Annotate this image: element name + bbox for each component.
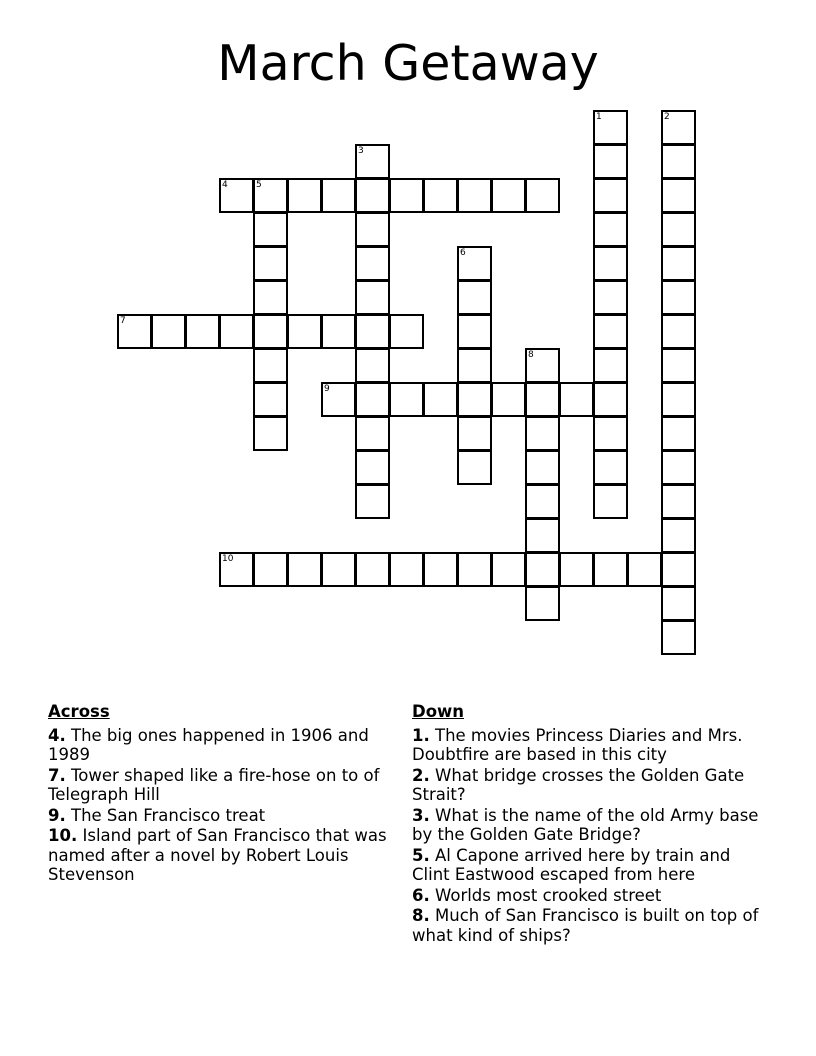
grid-cell[interactable]: [593, 246, 628, 281]
grid-cell[interactable]: [525, 484, 560, 519]
grid-cell[interactable]: [355, 416, 390, 451]
grid-cell[interactable]: [253, 280, 288, 315]
clue-number: 2.: [412, 765, 430, 785]
grid-cell[interactable]: [253, 314, 288, 349]
cell-number: 5: [256, 180, 262, 190]
grid-cell[interactable]: [593, 552, 628, 587]
clue-across-9: [48, 806, 388, 826]
clue-text: The big ones happened in 1906 and 1989: [48, 725, 369, 764]
puzzle-title: March Getaway: [217, 35, 599, 92]
grid-cell[interactable]: [593, 314, 628, 349]
grid-cell[interactable]: [525, 416, 560, 451]
grid-cell[interactable]: [661, 450, 696, 485]
clue-text: Much of San Francisco is built on top of what kind of ships?: [412, 906, 759, 945]
grid-cell[interactable]: [457, 178, 492, 213]
grid-cell[interactable]: [593, 178, 628, 213]
grid-cell[interactable]: [355, 382, 390, 417]
grid-cell[interactable]: [661, 280, 696, 315]
grid-cell[interactable]: [423, 178, 458, 213]
grid-cell[interactable]: [457, 246, 492, 281]
down-heading: Down: [412, 702, 465, 721]
grid-cell[interactable]: [355, 280, 390, 315]
grid-cell[interactable]: [355, 450, 390, 485]
grid-cell[interactable]: [423, 382, 458, 417]
grid-cell[interactable]: [593, 110, 628, 145]
grid-cell[interactable]: [525, 586, 560, 621]
clue-down-8: [412, 906, 772, 945]
grid-cell[interactable]: [389, 178, 424, 213]
grid-cell[interactable]: [661, 348, 696, 383]
grid-cell[interactable]: [117, 314, 152, 349]
grid-cell[interactable]: [559, 382, 594, 417]
cell-number: 2: [664, 112, 670, 122]
clue-text: What bridge crosses the Golden Gate Strait?: [412, 765, 745, 804]
cell-number: 9: [324, 384, 330, 394]
grid-cell[interactable]: [355, 484, 390, 519]
grid-cell[interactable]: [661, 552, 696, 587]
grid-cell[interactable]: [593, 212, 628, 247]
grid-cell[interactable]: [593, 382, 628, 417]
grid-cell[interactable]: [151, 314, 186, 349]
clue-down-5: [412, 846, 772, 885]
grid-cell[interactable]: [355, 348, 390, 383]
clue-text: What is the name of the old Army base by the Golden Gate Bridge?: [412, 805, 759, 844]
grid-cell[interactable]: [661, 518, 696, 553]
grid-cell[interactable]: [287, 178, 322, 213]
cell-number: 6: [460, 248, 466, 258]
grid-cell[interactable]: [355, 552, 390, 587]
cell-number: 10: [222, 554, 234, 564]
grid-cell[interactable]: [287, 552, 322, 587]
grid-cell[interactable]: [457, 348, 492, 383]
grid-cell[interactable]: [661, 620, 696, 655]
grid-cell[interactable]: [389, 552, 424, 587]
grid-cell[interactable]: [321, 178, 356, 213]
cell-number: 1: [596, 112, 602, 122]
clue-text: The movies Princess Diaries and Mrs. Doubtfire are based in this city: [412, 725, 743, 764]
grid-cell[interactable]: [491, 382, 526, 417]
cell-number: 8: [528, 350, 534, 360]
grid-cell[interactable]: [185, 314, 220, 349]
grid-cell[interactable]: [627, 552, 662, 587]
grid-cell[interactable]: [593, 416, 628, 451]
grid-cell[interactable]: [253, 212, 288, 247]
clue-text: Al Capone arrived here by train and Clint Eastwood escaped from here: [412, 845, 731, 884]
clue-text: The San Francisco treat: [71, 805, 266, 825]
clue-text: Worlds most crooked street: [435, 885, 662, 905]
grid-cell[interactable]: [661, 144, 696, 179]
grid-cell[interactable]: [219, 314, 254, 349]
clue-across-7: [48, 766, 388, 805]
grid-cell[interactable]: [457, 382, 492, 417]
grid-cell[interactable]: [525, 382, 560, 417]
grid-cell[interactable]: [593, 484, 628, 519]
grid-cell[interactable]: [525, 552, 560, 587]
grid-cell[interactable]: [661, 586, 696, 621]
clue-across-10: [48, 826, 388, 885]
grid-cell[interactable]: [661, 212, 696, 247]
grid-cell[interactable]: [525, 178, 560, 213]
grid-cell[interactable]: [219, 178, 254, 213]
grid-cell[interactable]: [423, 552, 458, 587]
across-clues: [48, 702, 388, 886]
grid-cell[interactable]: [457, 280, 492, 315]
across-heading: Across: [48, 702, 110, 721]
grid-cell[interactable]: [457, 314, 492, 349]
grid-cell[interactable]: [321, 382, 356, 417]
grid-cell[interactable]: [457, 552, 492, 587]
grid-cell[interactable]: [661, 110, 696, 145]
clue-number: 5.: [412, 845, 430, 865]
grid-cell[interactable]: [355, 144, 390, 179]
grid-cell[interactable]: [661, 314, 696, 349]
clue-down-2: [412, 766, 772, 805]
grid-cell[interactable]: [253, 552, 288, 587]
clue-number: 4.: [48, 725, 66, 745]
cell-number: 4: [222, 180, 228, 190]
grid-cell[interactable]: [593, 280, 628, 315]
grid-cell[interactable]: [321, 552, 356, 587]
clue-number: 9.: [48, 805, 66, 825]
clue-number: 10.: [48, 826, 78, 845]
grid-cell[interactable]: [593, 348, 628, 383]
grid-cell[interactable]: [253, 178, 288, 213]
grid-cell[interactable]: [661, 246, 696, 281]
grid-cell[interactable]: [253, 382, 288, 417]
grid-cell[interactable]: [389, 382, 424, 417]
down-clues: [412, 702, 772, 946]
grid-cell[interactable]: [661, 484, 696, 519]
cell-number: 3: [358, 146, 364, 156]
grid-cell[interactable]: [491, 178, 526, 213]
grid-cell[interactable]: [491, 552, 526, 587]
clue-down-6: [412, 886, 772, 906]
clue-text: Tower shaped like a fire-hose on to of Telegraph Hill: [48, 765, 380, 804]
clue-number: 8.: [412, 906, 430, 925]
grid-cell[interactable]: [287, 314, 322, 349]
grid-cell[interactable]: [253, 246, 288, 281]
clue-number: 6.: [412, 885, 430, 905]
grid-cell[interactable]: [219, 552, 254, 587]
clue-down-3: [412, 806, 772, 845]
clue-number: 7.: [48, 765, 66, 785]
grid-cell[interactable]: [525, 450, 560, 485]
grid-cell[interactable]: [355, 246, 390, 281]
grid-cell[interactable]: [355, 314, 390, 349]
grid-cell[interactable]: [389, 314, 424, 349]
grid-cell[interactable]: [559, 552, 594, 587]
clue-across-4: [48, 726, 388, 765]
grid-cell[interactable]: [355, 178, 390, 213]
grid-cell[interactable]: [525, 348, 560, 383]
grid-cell[interactable]: [661, 178, 696, 213]
clue-number: 1.: [412, 725, 430, 745]
grid-cell[interactable]: [457, 450, 492, 485]
grid-cell[interactable]: [457, 416, 492, 451]
clue-text: Island part of San Francisco that was named after a novel by Robert Louis Stevenson: [48, 826, 387, 884]
grid-cell[interactable]: [321, 314, 356, 349]
clue-number: 3.: [412, 805, 430, 825]
grid-cell[interactable]: [593, 144, 628, 179]
cell-number: 7: [120, 316, 126, 326]
grid-cell[interactable]: [253, 416, 288, 451]
grid-cell[interactable]: [593, 450, 628, 485]
grid-cell[interactable]: [355, 212, 390, 247]
grid-cell[interactable]: [661, 382, 696, 417]
grid-cell[interactable]: [253, 348, 288, 383]
grid-cell[interactable]: [661, 416, 696, 451]
grid-cell[interactable]: [525, 518, 560, 553]
clue-down-1: [412, 726, 772, 765]
